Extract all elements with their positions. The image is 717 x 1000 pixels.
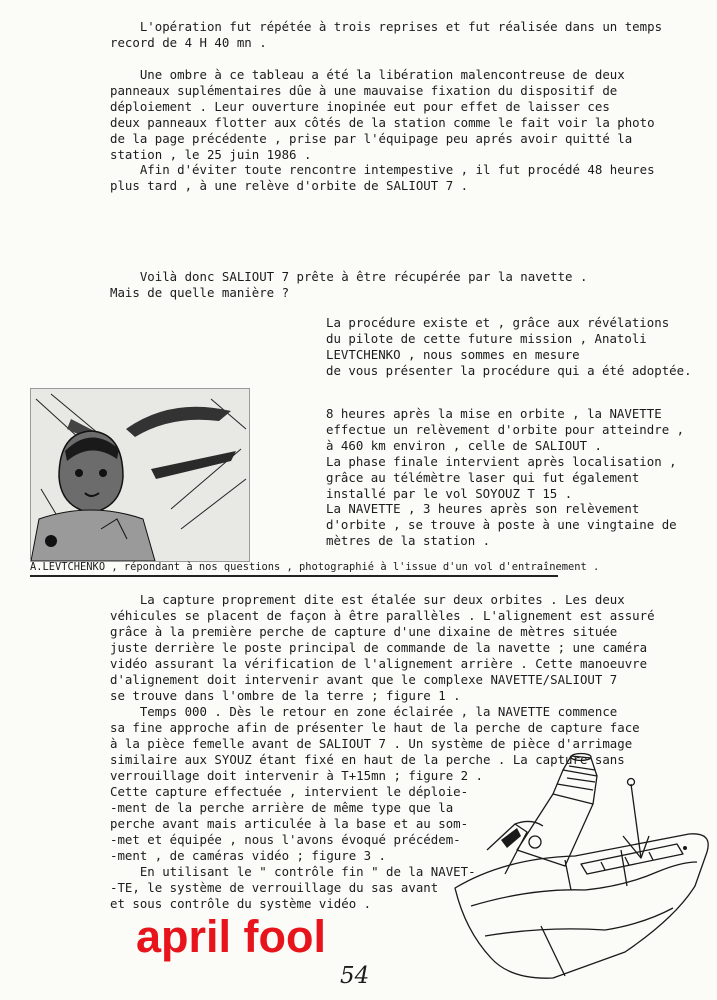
photo-caption: A.LEVTCHENKO , répondant à nos questions , photographié à l'issue d'un vol d'entraînement . <box>30 561 558 577</box>
paragraph-line: La NAVETTE , 3 heures après son relèvement <box>326 501 640 516</box>
paragraph-line: Une ombre à ce tableau a été la libération malencontreuse de deux <box>110 67 625 82</box>
paragraph-line: station , le 25 juin 1986 . <box>110 147 312 162</box>
paragraph-line: juste derrière le poste principal de commande de la navette ; une caméra <box>110 640 648 655</box>
paragraph-line: deux panneaux flotter aux côtés de la station comme le fait voir la photo <box>110 115 655 130</box>
paragraph-line: et sous contrôle du système vidéo . <box>110 896 372 911</box>
paragraph-line: véhicules se placent de façon à être parallèles . L'alignement est assuré <box>110 608 655 623</box>
paragraph-line: La capture proprement dite est étalée sur deux orbites . Les deux <box>110 592 625 607</box>
paragraph-line: La phase finale intervient après localisation , <box>326 454 677 469</box>
paragraph-line: sa fine approche afin de présenter le haut de la perche de capture face <box>110 720 640 735</box>
paragraph-line: du pilote de cette future mission , Anatoli <box>326 331 647 346</box>
paragraph-line: La procédure existe et , grâce aux révélations <box>326 315 670 330</box>
shuttle-sketch <box>445 740 717 984</box>
paragraph-line: Voilà donc SALIOUT 7 prête à être récupérée par la navette . <box>110 269 588 284</box>
paragraph-line: déploiement . Leur ouverture inopinée eut pour effet de laisser ces <box>110 99 610 114</box>
paragraph-line: d'orbite , se trouve à poste à une vingtaine de <box>326 517 677 532</box>
paragraph-line: -ment , de caméras vidéo ; figure 3 . <box>110 848 387 863</box>
paragraph-line: record de 4 H 40 mn . <box>110 35 267 50</box>
paragraph-line: Cette capture effectuée , intervient le déploie- <box>110 784 469 799</box>
paragraph-line: Mais de quelle manière ? <box>110 285 290 300</box>
paragraph-line: plus tard , à une relève d'orbite de SALIOUT 7 . <box>110 178 469 193</box>
paragraph-line: 8 heures après la mise en orbite , la NAVETTE <box>326 406 662 421</box>
paragraph-line: mètres de la station . <box>326 533 491 548</box>
paragraph-line: Temps 000 . Dès le retour en zone éclairée , la NAVETTE commence <box>110 704 618 719</box>
paragraph-line: -ment de la perche arrière de même type que la <box>110 800 454 815</box>
paragraph-line: installé par le vol SOYOUZ T 15 . <box>326 486 573 501</box>
paragraph-line: similaire aux SYOUZ étant fixé en haut de la perche . La capture sans <box>110 752 625 767</box>
page-number: 54 <box>340 963 370 989</box>
paragraph-line: Afin d'éviter toute rencontre intempestive , il fut procédé 48 heures <box>110 162 655 177</box>
paragraph-line: perche avant mais articulée à la base et au som- <box>110 816 469 831</box>
astronaut-photo <box>30 388 250 562</box>
paragraph-line: -TE, le système de verrouillage du sas avant <box>110 880 439 895</box>
paragraph-line: LEVTCHENKO , nous sommes en mesure <box>326 347 580 362</box>
paragraph-line: se trouve dans l'ombre de la terre ; figure 1 . <box>110 688 461 703</box>
paragraph-line: à la pièce femelle avant de SALIOUT 7 . Un système de pièce d'arrimage <box>110 736 633 751</box>
paragraph-line: En utilisant le " contrôle fin " de la NAVET- <box>110 864 476 879</box>
paragraph-line: de la page précédente , prise par l'équipage peu aprés avoir quitté la <box>110 131 633 146</box>
paragraph-line: panneaux suplémentaires dûe à une mauvaise fixation du dispositif de <box>110 83 618 98</box>
paragraph-line: -met et équipée , nous l'avons évoqué précédem- <box>110 832 461 847</box>
paragraph-line: L'opération fut répétée à trois reprises et fut réalisée dans un temps <box>110 19 663 34</box>
paragraph-line: grâce au télémètre laser qui fut également <box>326 470 640 485</box>
paragraph-line: à 460 km environ , celle de SALIOUT . <box>326 438 603 453</box>
paragraph-line: effectue un relèvement d'orbite pour atteindre , <box>326 422 685 437</box>
paragraph-line: vidéo assurant la vérification de l'alignement arrière . Cette manoeuvre <box>110 656 648 671</box>
paragraph-line: grâce à la première perche de capture d'une dixaine de mètres située <box>110 624 618 639</box>
paragraph-line: verrouillage doit intervenir à T+15mn ; figure 2 . <box>110 768 483 783</box>
paragraph-line: d'alignement doit intervenir avant que le complexe NAVETTE/SALIOUT 7 <box>110 672 618 687</box>
april-fool-label: april fool <box>136 911 326 962</box>
paragraph-line: de vous présenter la procédure qui a été adoptée. <box>326 363 692 378</box>
